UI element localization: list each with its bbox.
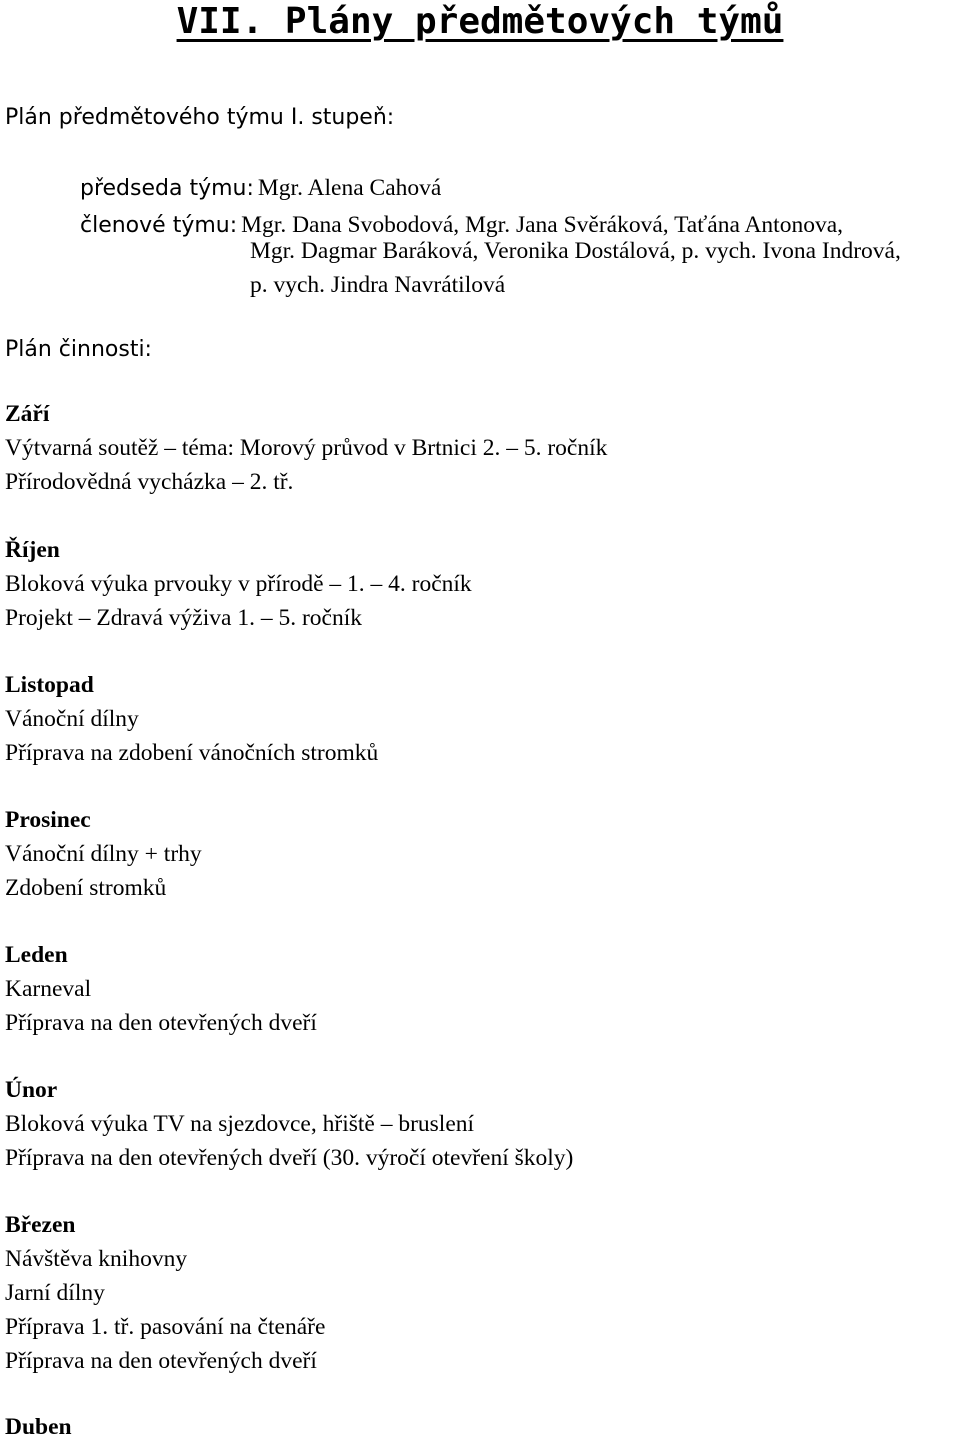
activity-heading: Plán činnosti: — [5, 337, 152, 362]
month-item: Bloková výuka prvouky v přírodě – 1. – 4. ročník — [5, 571, 472, 597]
month-block-duben — [5, 1410, 72, 1444]
month-item: Jarní dílny — [5, 1280, 105, 1306]
month-item: Projekt – Zdravá výživa 1. – 5. ročník — [5, 605, 362, 631]
month-item: Výtvarná soutěž – téma: Morový průvod v Brtnici 2. – 5. ročník — [5, 435, 608, 461]
members-line-1: Mgr. Dana Svobodová, Mgr. Jana Svěráková, Taťána Antonova, — [241, 212, 844, 238]
page-title: VII. Plány předmětových týmů — [176, 1, 784, 42]
month-name: Listopad — [5, 672, 94, 698]
month-item: Vánoční dílny + trhy — [5, 841, 202, 867]
month-block-unor — [5, 1073, 573, 1175]
month-item: Zdobení stromků — [5, 875, 167, 901]
month-item: Vánoční dílny — [5, 706, 139, 732]
month-item: Přírodovědná vycházka – 2. tř. — [5, 469, 294, 495]
month-block-listopad — [5, 668, 378, 770]
month-block-rijen — [5, 533, 472, 635]
month-block-brezen — [5, 1208, 325, 1378]
month-name: Únor — [5, 1077, 58, 1103]
month-item: Karneval — [5, 976, 92, 1002]
month-item: Bloková výuka TV na sjezdovce, hřiště – bruslení — [5, 1111, 475, 1137]
members-line-3: p. vych. Jindra Navrátilová — [250, 272, 506, 298]
month-item: Příprava na den otevřených dveří — [5, 1010, 317, 1036]
month-block-zari — [5, 397, 607, 499]
plan-heading: Plán předmětového týmu I. stupeň: — [5, 105, 395, 130]
chair-label: předseda týmu: — [80, 176, 254, 201]
month-item: Příprava 1. tř. pasování na čtenáře — [5, 1314, 326, 1340]
members-label: členové týmu: — [80, 213, 238, 238]
members-line-2: Mgr. Dagmar Baráková, Veronika Dostálová, p. vych. Ivona Indrová, — [250, 238, 901, 264]
month-item: Příprava na den otevřených dveří — [5, 1348, 317, 1374]
month-name: Duben — [5, 1414, 72, 1440]
month-item: Návštěva knihovny — [5, 1246, 188, 1272]
month-name: Prosinec — [5, 807, 91, 833]
month-name: Září — [5, 401, 50, 427]
month-name: Březen — [5, 1212, 76, 1238]
month-block-prosinec — [5, 803, 202, 905]
month-block-leden — [5, 938, 317, 1040]
month-item: Příprava na zdobení vánočních stromků — [5, 740, 379, 766]
month-name: Říjen — [5, 537, 60, 563]
month-item: Příprava na den otevřených dveří (30. výročí otevření školy) — [5, 1145, 574, 1171]
chair-row — [80, 171, 441, 206]
month-name: Leden — [5, 942, 68, 968]
chair-name: Mgr. Alena Cahová — [257, 175, 442, 201]
